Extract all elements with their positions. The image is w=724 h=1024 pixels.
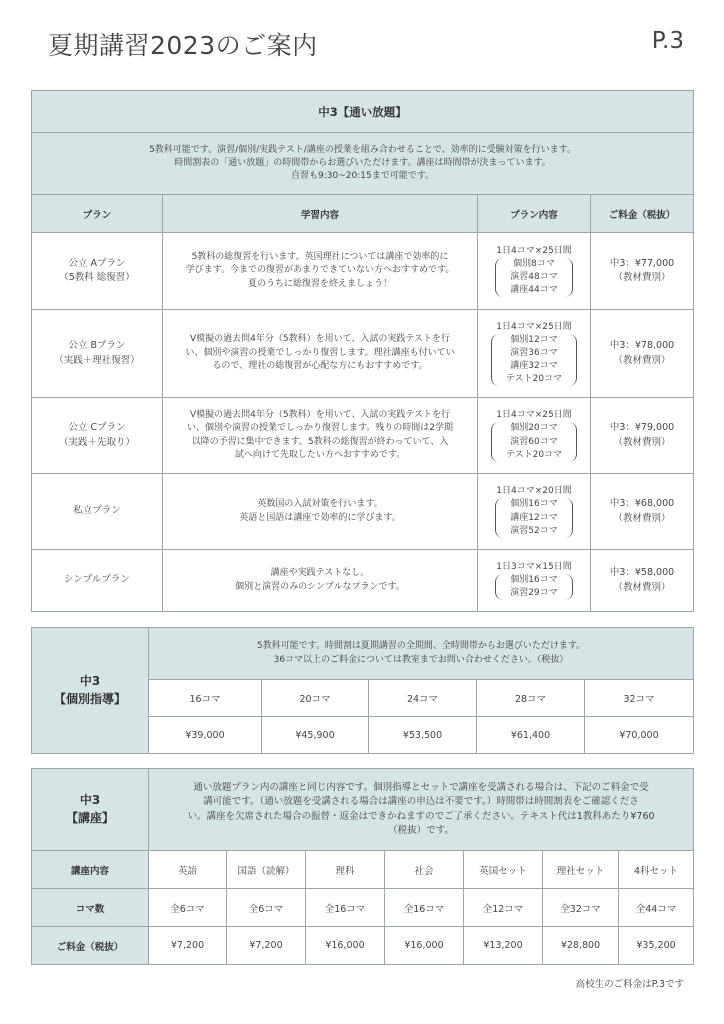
- plan-detail-item: 個別20コマ: [510, 423, 558, 434]
- price-row: [32, 927, 694, 965]
- course-cell: 英国セット: [464, 851, 543, 889]
- price-cell: ¥35,200: [619, 927, 694, 965]
- section-label: [32, 769, 149, 851]
- content-line: 英語と国語は講座で効率的に学びます。: [239, 512, 401, 523]
- plan-detail-item: 個別16コマ: [510, 574, 558, 585]
- section-label-line: 中3: [79, 793, 101, 808]
- course-cell: 理科: [306, 851, 385, 889]
- description-line: い。講座を欠席された場合の振替・返金はできかねますのでご了承ください。テキスト代は1教科あたり¥760: [187, 810, 655, 822]
- plan-detail-item: 演習29コマ: [510, 588, 558, 599]
- section-label: [32, 628, 149, 754]
- koma-cell: 32コマ: [585, 680, 694, 717]
- plan-content: [163, 310, 478, 398]
- content-line: 以降の予習に集中できます。5教科の総復習が終わっていて、入: [191, 436, 449, 447]
- price-note: （教材費別）: [613, 581, 671, 593]
- plan-detail-list: [495, 498, 572, 537]
- content-line: 5教科の総復習を行います。英国理社については講座で効率的に: [191, 251, 449, 262]
- row-header: コマ数: [32, 889, 149, 927]
- column-header-plan-detail: プラン内容: [478, 195, 591, 233]
- plan-detail-list: [495, 574, 572, 600]
- table-row: [32, 474, 694, 550]
- individual-lesson-table: [31, 627, 694, 754]
- koma-cell: 全16コマ: [385, 889, 464, 927]
- koma-cell: 16コマ: [149, 680, 262, 717]
- plan-price: [591, 550, 694, 612]
- price-note: （教材費別）: [613, 512, 671, 524]
- price-line: 中3：¥58,000: [609, 567, 675, 579]
- footer-note: 高校生のご料金はP.3です: [575, 979, 684, 990]
- plan-detail-item: 演習36コマ: [510, 347, 558, 358]
- plan-detail-item: 演習48コマ: [510, 272, 558, 282]
- plan-detail-list: [491, 422, 577, 461]
- plan-name-line: （実践＋先取り）: [58, 436, 135, 448]
- plan-detail: [478, 550, 591, 612]
- course-cell: 社会: [385, 851, 464, 889]
- plan-name: [32, 398, 163, 474]
- plan-name: [32, 233, 163, 310]
- table-row: [32, 398, 694, 474]
- price-line: 中3：¥68,000: [609, 498, 675, 510]
- price-note: （教材費別）: [613, 436, 671, 448]
- content-line: 試へ向けて先取したい方へおすすめです。: [234, 450, 406, 460]
- plan-detail-item: 個別12コマ: [510, 334, 558, 345]
- koma-cell: 20コマ: [262, 680, 369, 717]
- page-header: [0, 0, 724, 80]
- price-cell: ¥53,500: [369, 717, 477, 754]
- description-line: 5教科可能です。時間割は夏期講習の全期間、全時間帯からお選びいただけます。: [256, 641, 586, 651]
- description-line: 36コマ以上のご料金については教室までお問い合わせください。（税抜）: [273, 654, 569, 665]
- plan-name-line: 公立 Cプラン: [68, 422, 126, 434]
- plan-content: [163, 233, 478, 310]
- plan-name: [32, 310, 163, 398]
- course-cell: 国語（読解）: [227, 851, 306, 889]
- description-line: 講可能です。（通い放題を受講される場合は講座の申込は不要です。）時間帯は時間割表をご確認くださ: [203, 796, 639, 808]
- plan-detail-head: 1日4コマ×25日間: [496, 321, 572, 332]
- price-line: 中3：¥78,000: [609, 340, 675, 352]
- plan-detail-item: 講座44コマ: [510, 285, 558, 296]
- column-header-content: 学習内容: [163, 195, 478, 233]
- plan-name-line: 私立プラン: [73, 505, 121, 517]
- plan-detail-head: 1日4コマ×25日間: [496, 245, 572, 256]
- content-line: V模擬の過去問4年分（5教科）を用いて、入試の実践テストを行: [189, 334, 451, 345]
- course-table: [31, 768, 694, 965]
- plan-detail-item: 講座12コマ: [510, 512, 558, 523]
- table-title: 中3【通い放題】: [32, 91, 694, 133]
- page-number: P.3: [651, 28, 684, 54]
- plan-name-line: （5教科 総復習）: [59, 272, 135, 283]
- plan-detail-item: テスト20コマ: [505, 374, 563, 385]
- content-line: V模擬の過去問4年分（5教科）を用いて、入試の実践テストを行: [189, 409, 451, 420]
- price-cell: ¥70,000: [585, 717, 694, 754]
- content-line: るので、理社の総復習が心配な方にもおすすめです。: [212, 361, 428, 372]
- content-line: 講座や実践テストなし。: [270, 568, 370, 578]
- plan-detail-item: 演習60コマ: [510, 436, 558, 447]
- description-line: 5教科可能です。演習/個別/実践テスト/講座の授業を組み合わせることで、効率的に受験対策を行います。: [149, 144, 576, 155]
- description-line: 時間割表の「通い放題」の時間帯からお選びいただけます。講座は時間帯が決まっています。: [174, 157, 551, 168]
- content-line: 英数国の入試対策を行います。: [257, 499, 383, 509]
- plan-content: [163, 550, 478, 612]
- plan-detail-list: [495, 258, 572, 297]
- plan-price: [591, 474, 694, 550]
- plan-detail: [478, 474, 591, 550]
- plan-detail: [478, 398, 591, 474]
- koma-cell: 全12コマ: [464, 889, 543, 927]
- koma-cell: 全6コマ: [149, 889, 227, 927]
- koma-cell: 24コマ: [369, 680, 477, 717]
- price-cell: ¥16,000: [385, 927, 464, 965]
- page-title: 夏期講習2023のご案内: [48, 31, 318, 60]
- plan-price: [591, 233, 694, 310]
- price-note: （教材費別）: [613, 272, 671, 283]
- table-row: [32, 233, 694, 310]
- plan-name: [32, 550, 163, 612]
- price-note: （教材費別）: [613, 354, 671, 366]
- unlimited-plan-table: [31, 90, 694, 612]
- price-line: 中3：¥79,000: [609, 422, 675, 434]
- content-line: い、個別や演習の授業でしっかり復習します。残りの時間は2学期: [186, 423, 453, 433]
- course-row: [32, 851, 694, 889]
- price-cell: ¥45,900: [262, 717, 369, 754]
- section-description: [149, 628, 694, 680]
- course-cell: 英語: [149, 851, 227, 889]
- plan-detail-head: 1日4コマ×20日間: [496, 486, 572, 497]
- column-header-plan: プラン: [32, 195, 163, 233]
- content-line: い、個別や演習の授業でしっかり復習します。理社講座も付いてい: [185, 347, 455, 358]
- description-line: 通い放題プラン内の講座と同じ内容です。個別指導とセットで講座を受講される場合は、下記のご料金で受: [193, 782, 649, 793]
- column-header-price: ご料金（税抜）: [591, 195, 694, 233]
- section-label-line: 中3: [79, 674, 101, 689]
- section-description: [149, 769, 694, 851]
- plan-detail-item: テスト20コマ: [505, 449, 563, 460]
- plan-detail: [478, 233, 591, 310]
- plan-name-line: 公立 Bプラン: [68, 340, 126, 352]
- plan-name-line: （実践＋理社復習）: [54, 354, 140, 366]
- course-cell: 理社セット: [543, 851, 619, 889]
- content-line: 個別と演習のみのシンプルなプランです。: [235, 581, 405, 592]
- koma-cell: 全32コマ: [543, 889, 619, 927]
- row-header: 講座内容: [32, 851, 149, 889]
- section-label-line: 【講座】: [65, 810, 114, 825]
- plan-content: [163, 398, 478, 474]
- koma-cell: 全6コマ: [227, 889, 306, 927]
- plan-detail-item: 演習52コマ: [510, 525, 558, 536]
- plan-price: [591, 310, 694, 398]
- koma-cell: 全44コマ: [619, 889, 694, 927]
- row-header: ご料金（税抜）: [32, 927, 149, 965]
- price-cell: ¥13,200: [464, 927, 543, 965]
- koma-row: [32, 889, 694, 927]
- plan-detail-item: 個別16コマ: [510, 499, 558, 510]
- plan-detail-item: 講座32コマ: [510, 361, 558, 372]
- plan-detail-item: 個別8コマ: [513, 258, 555, 269]
- plan-name-line: シンプルプラン: [64, 574, 130, 586]
- description-line: （税抜）です。: [388, 824, 454, 836]
- koma-cell: 全16コマ: [306, 889, 385, 927]
- plan-detail-list: [491, 334, 577, 386]
- plan-content: [163, 474, 478, 550]
- plan-detail-head: 1日4コマ×25日間: [496, 410, 572, 421]
- course-cell: 4科セット: [619, 851, 694, 889]
- content-line: 夏のうちに総復習を終えましょう！: [247, 278, 392, 289]
- price-line: 中3：¥77,000: [609, 257, 675, 269]
- price-cell: ¥39,000: [149, 717, 262, 754]
- table-row: [32, 550, 694, 612]
- content-line: 学びます。今までの復習があまりできていない方へおすすめです。: [185, 265, 455, 276]
- description-line: 自習も9:30~20:15まで可能です。: [291, 171, 434, 182]
- price-cell: ¥28,800: [543, 927, 619, 965]
- plan-name: [32, 474, 163, 550]
- plan-name-line: 公立 Aプラン: [68, 257, 126, 269]
- price-cell: ¥61,400: [477, 717, 585, 754]
- section-label-line: 【個別指導】: [53, 691, 126, 706]
- table-description: [32, 133, 694, 195]
- koma-cell: 28コマ: [477, 680, 585, 717]
- plan-price: [591, 398, 694, 474]
- table-row: [32, 310, 694, 398]
- price-cell: ¥7,200: [149, 927, 227, 965]
- price-cell: ¥7,200: [227, 927, 306, 965]
- plan-detail: [478, 310, 591, 398]
- plan-detail-head: 1日3コマ×15日間: [496, 561, 572, 572]
- price-cell: ¥16,000: [306, 927, 385, 965]
